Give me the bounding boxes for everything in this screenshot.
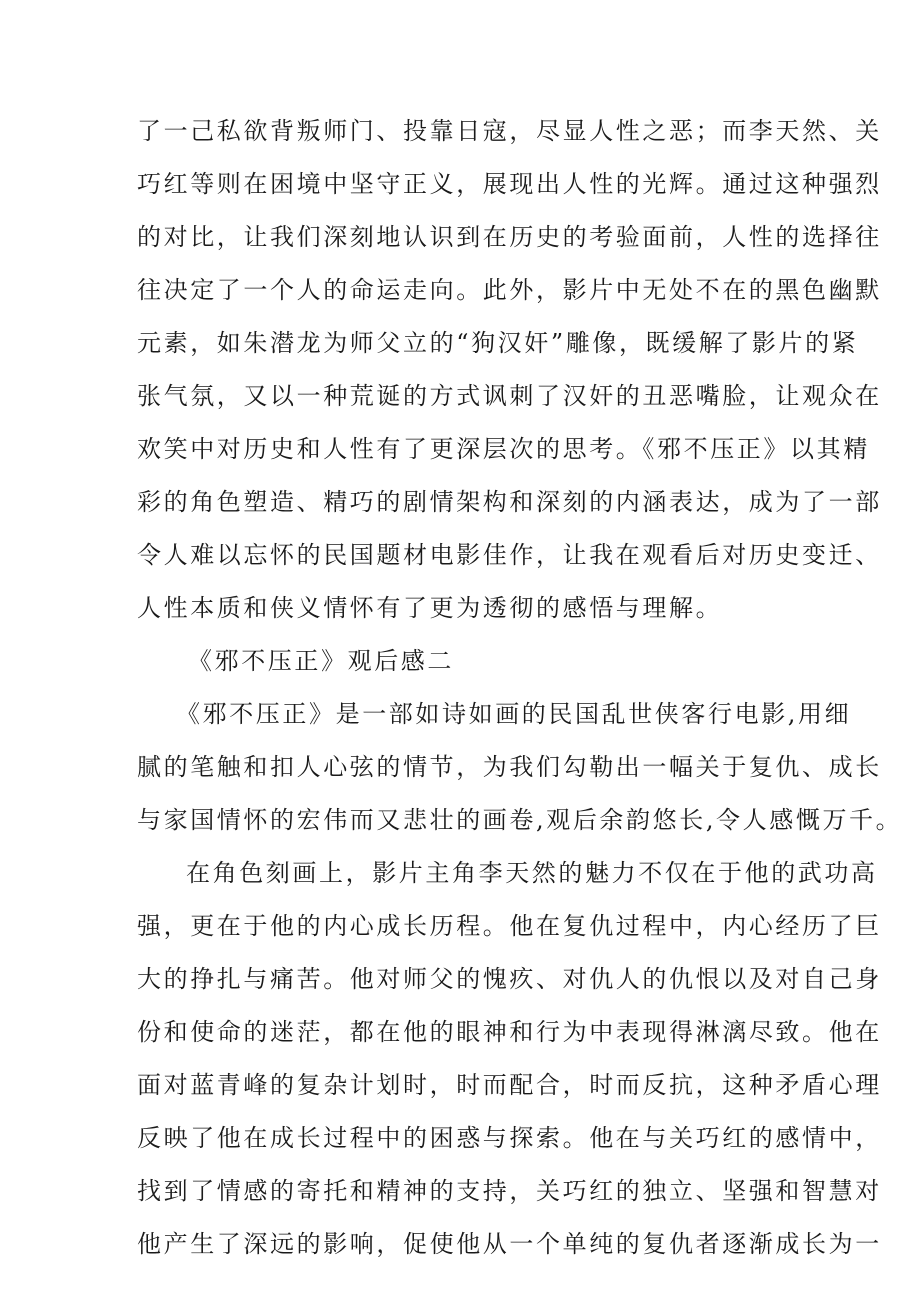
text-line: 令人难以忘怀的民国题材电影佳作，让我在观看后对历史变迁、	[137, 541, 882, 569]
text-line: 强，更在于他的内心成长历程。他在复仇过程中，内心经历了巨	[137, 912, 882, 940]
text-line: 的对比，让我们深刻地认识到在历史的考验面前，人性的选择往	[137, 223, 882, 251]
text-line: 往决定了一个人的命运走向。此外，影片中无处不在的黑色幽默	[137, 276, 882, 304]
text-line: 张气氛，又以一种荒诞的方式讽刺了汉奸的丑恶嘴脸，让观众在	[137, 382, 882, 410]
text-line: 欢笑中对历史和人性有了更深层次的思考。《邪不压正》以其精	[137, 435, 870, 463]
text-line: 反映了他在成长过程中的困惑与探索。他在与关巧红的感情中，	[137, 1124, 882, 1152]
text-line: 《邪不压正》是一部如诗如画的民国乱世侠客行电影,用细	[176, 700, 852, 728]
text-line: 人性本质和侠义情怀有了更为透彻的感悟与理解。	[137, 594, 723, 622]
text-line: 彩的角色塑造、精巧的剧情架构和深刻的内涵表达，成为了一部	[137, 488, 882, 516]
text-line: 元素，如朱潜龙为师父立的“狗汉奸”雕像，既缓解了影片的紧	[137, 329, 859, 357]
text-line: 大的挣扎与痛苦。他对师父的愧疚、对仇人的仇恨以及对自己身	[137, 965, 882, 993]
text-line: 在角色刻画上，影片主角李天然的魅力不仅在于他的武功高	[186, 859, 878, 887]
text-line: 腻的笔触和扣人心弦的情节，为我们勾勒出一幅关于复仇、成长	[137, 753, 882, 781]
text-line: 巧红等则在困境中坚守正义，展现出人性的光辉。通过这种强烈	[137, 170, 882, 198]
text-line: 他产生了深远的影响，促使他从一个单纯的复仇者逐渐成长为一	[137, 1230, 882, 1258]
text-line: 面对蓝青峰的复杂计划时，时而配合，时而反抗，这种矛盾心理	[137, 1071, 882, 1099]
text-line: 份和使命的迷茫，都在他的眼神和行为中表现得淋漓尽致。他在	[137, 1018, 882, 1046]
text-line: 了一己私欲背叛师门、投靠日寇，尽显人性之恶；而李天然、关	[137, 117, 882, 145]
section-heading: 《邪不压正》观后感二	[188, 647, 454, 675]
text-line: 与家国情怀的宏伟而又悲壮的画卷,观后余韵悠长,令人感慨万千。	[137, 806, 903, 834]
text-line: 找到了情感的寄托和精神的支持，关巧红的独立、坚强和智慧对	[137, 1177, 882, 1205]
